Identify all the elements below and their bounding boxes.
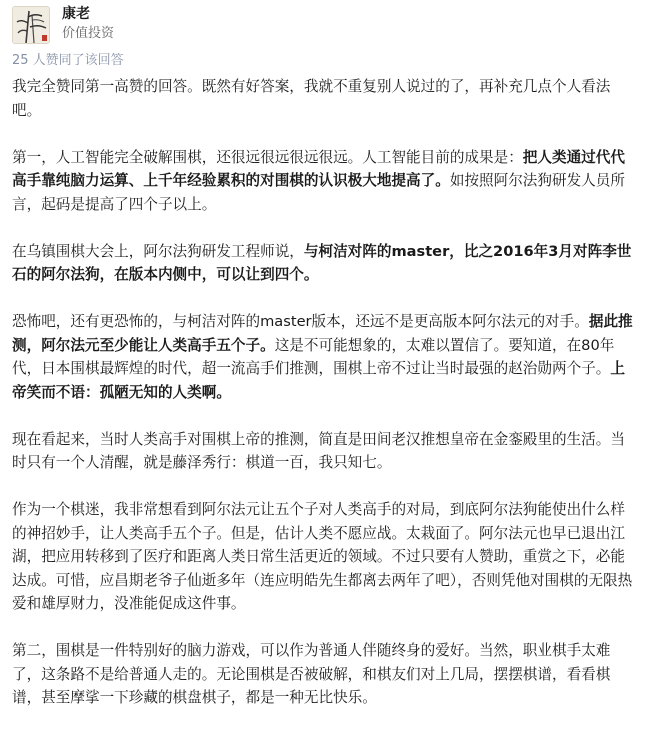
answer-paragraph (12, 310, 636, 404)
paragraph-text: 第二，围棋是一件特别好的脑力游戏，可以作为普通人伴随终身的爱好。当然，职业棋手太难了，这条路不是给普通人走的。无论围棋是否被破解，和棋友们对上几局，摆摆棋谱，看看棋谱，甚至摩挲一下珍藏的棋盘棋子，都是一种无比快乐。 (12, 642, 611, 706)
paragraph-text: 作为一个棋迷，我非常想看到阿尔法元让五个子对人类高手的对局，到底阿尔法狗能使出什么样的神招妙手，让人类高手五个子。但是，估计人类不愿应战。太栽面了。阿尔法元也早已退出江湖，把应用转移到了医疗和距离人类日常生活更近的领域。不过只要有人赞助，重赏之下，必能达成。可惜，应昌期老爷子仙逝多年（连应明皓先生都离去两年了吧），否则凭他对围棋的无限热爱和雄厚财力，没准能促成这件事。 (12, 501, 633, 612)
paragraph-text: 这是不可能想象的，太难以置信了。要知道，在80年代，日本围棋最辉煌的时代，超一流高手们推测，围棋上帝不过让当时最强的赵治勋两个子。 (12, 336, 615, 377)
author-name[interactable]: 康老 (62, 6, 90, 22)
answer-paragraph (12, 428, 636, 475)
bold-text: 把人类通过代代高手靠纯脑力运算、上千年经验累积的对围棋的认识极大地提高了。 (12, 148, 625, 189)
answer-content (12, 75, 636, 733)
bold-text: 上帝笑而不语：孤陋无知的人类啊。 (12, 360, 625, 401)
answer-paragraph (12, 639, 636, 710)
answer-paragraph (12, 75, 636, 122)
answer-paragraph (12, 240, 636, 287)
paragraph-text: 现在看起来，当时人类高手对围棋上帝的推测，简直是田间老汉推想皇帝在金銮殿里的生活。当时只有一个人清醒，就是藤泽秀行：棋道一百，我只知七。 (12, 430, 625, 471)
paragraph-text: 如按照阿尔法狗研发人员所言，起码是提高了四个子以上。 (12, 172, 625, 213)
author-info (0, 0, 650, 68)
avatar[interactable] (12, 6, 50, 44)
paragraph-text: 恐怖吧，还有更恐怖的，与柯洁对阵的master版本，还远不是更高版本阿尔法元的对手。 (12, 313, 589, 330)
author-bio: 价值投资 (62, 26, 115, 41)
paragraph-text: 第一，人工智能完全破解围棋，还很远很远很远很远。人工智能目前的成果是： (12, 148, 523, 166)
paragraph-text: 在乌镇围棋大会上，阿尔法狗研发工程师说， (12, 242, 304, 260)
paragraph-text: 我完全赞同第一高赞的回答。既然有好答案，我就不重复别人说过的了，再补充几点个人看法吧。 (12, 78, 611, 119)
bold-text: 据此推测，阿尔法元至少能让人类高手五个子。 (12, 313, 633, 354)
vote-count: 25 人赞同了该回答 (12, 53, 124, 68)
answer-paragraph (12, 498, 636, 616)
bamboo-painting-icon (13, 7, 50, 44)
bold-text: 与柯洁对阵的master，比之2016年3月对阵李世石的阿尔法狗，在版本内侧中，可以让到四个。 (12, 242, 632, 283)
answer-paragraph (12, 146, 636, 217)
